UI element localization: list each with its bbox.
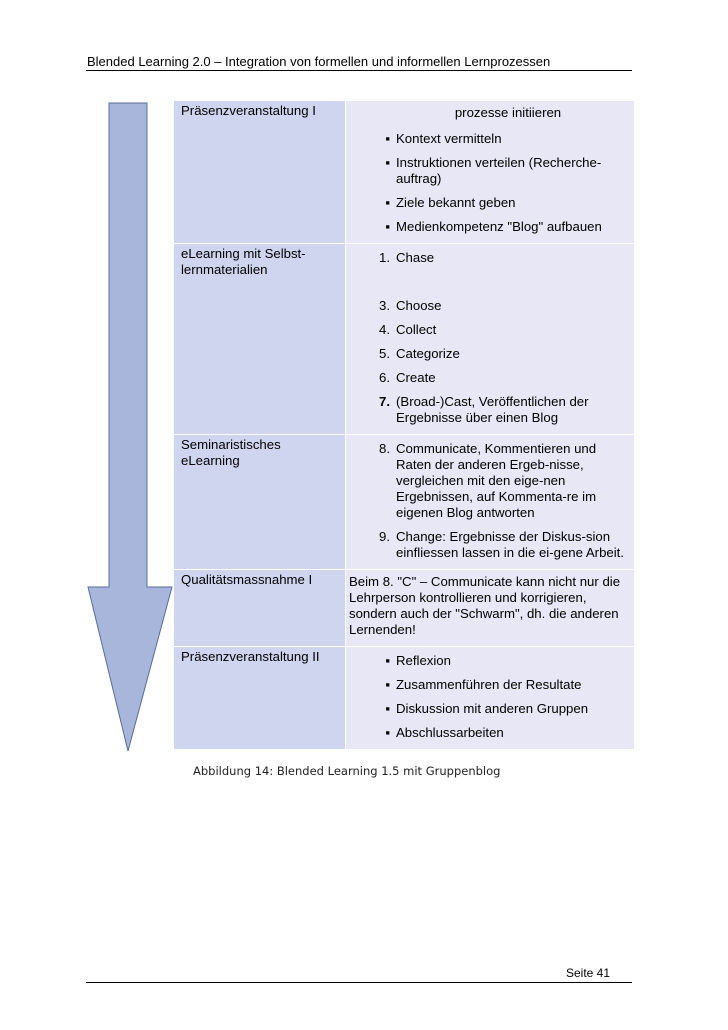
table-row bbox=[174, 435, 634, 570]
process-arrow bbox=[86, 101, 174, 753]
list-item: 7. (Broad-)Cast, Veröffentlichen der Ergebnisse über einen Blog bbox=[379, 394, 589, 425]
bullet-icon: ▪ bbox=[385, 653, 390, 668]
list-item: 6. Create bbox=[379, 370, 436, 385]
footer-rule bbox=[86, 982, 632, 983]
cell-intro: prozesse initiieren bbox=[454, 105, 562, 120]
bullet-icon: ▪ bbox=[385, 155, 390, 170]
table-row bbox=[174, 647, 634, 750]
content-cell bbox=[345, 101, 634, 243]
bullet-icon: ▪ bbox=[385, 131, 390, 146]
list-item: ▪ Reflexion bbox=[346, 649, 630, 673]
list-item: ▪ Instruktionen verteilen (Recherche-auftrag) bbox=[346, 151, 630, 191]
page-number: Seite 41 bbox=[566, 966, 611, 980]
phase-cell: Seminaristisches eLearning bbox=[174, 435, 345, 569]
list-item: ▪ Zusammenführen der Resultate bbox=[346, 673, 630, 697]
list-item: 9. Change: Ergebnisse der Diskus-sion einfliessen lassen in die ei-gene Arbeit. bbox=[379, 529, 624, 560]
phase-cell: Präsenzveranstaltung II bbox=[174, 647, 345, 749]
content-cell bbox=[345, 647, 634, 749]
cell-text: Beim 8. "C" – Communicate kann nicht nur die Lehrperson kontrollieren und korrigieren, sondern auch der "Schwarm", dh. die anderen Lernenden! bbox=[349, 574, 621, 637]
content-cell bbox=[345, 435, 634, 569]
phase-cell: eLearning mit Selbst-lernmaterialien bbox=[174, 244, 345, 434]
running-header: Blended Learning 2.0 – Integration von formellen und informellen Lernprozessen bbox=[87, 54, 551, 69]
content-cell bbox=[345, 244, 634, 434]
content-cell bbox=[345, 570, 634, 646]
table-row bbox=[174, 244, 634, 435]
phase-cell: Qualitätsmassnahme I bbox=[174, 570, 345, 646]
blended-learning-table bbox=[174, 101, 634, 750]
bullet-icon: ▪ bbox=[385, 725, 390, 740]
list-item: 1. Chase bbox=[379, 250, 435, 265]
bullet-icon: ▪ bbox=[385, 195, 390, 210]
list-item: ▪ Abschlussarbeiten bbox=[346, 721, 630, 745]
list-item: ▪ Medienkompetenz "Blog" aufbauen bbox=[346, 215, 630, 239]
list-item: ▪ Ziele bekannt geben bbox=[346, 191, 630, 215]
bullet-icon: ▪ bbox=[385, 219, 390, 234]
list-item: ▪ Kontext vermitteln bbox=[346, 127, 630, 151]
list-item: 4. Collect bbox=[379, 322, 437, 337]
bullet-icon: ▪ bbox=[385, 677, 390, 692]
list-item: 8. Communicate, Kommentieren und Raten der anderen Ergeb-nisse, vergleichen mit den eige-nen Ergebnissen, auf Kommenta-re im eigenen Blog antworten bbox=[379, 441, 597, 520]
list-item: 3. Choose bbox=[379, 298, 442, 313]
phase-cell: Präsenzveranstaltung I bbox=[174, 101, 345, 243]
table-row bbox=[174, 570, 634, 647]
figure-caption: Abbildung 14: Blended Learning 1.5 mit Gruppenblog bbox=[193, 764, 501, 778]
list-item: ▪ Diskussion mit anderen Gruppen bbox=[346, 697, 630, 721]
header-rule bbox=[86, 70, 632, 71]
bullet-icon: ▪ bbox=[385, 701, 390, 716]
table-row bbox=[174, 101, 634, 244]
list-item: 5. Categorize bbox=[379, 346, 460, 361]
